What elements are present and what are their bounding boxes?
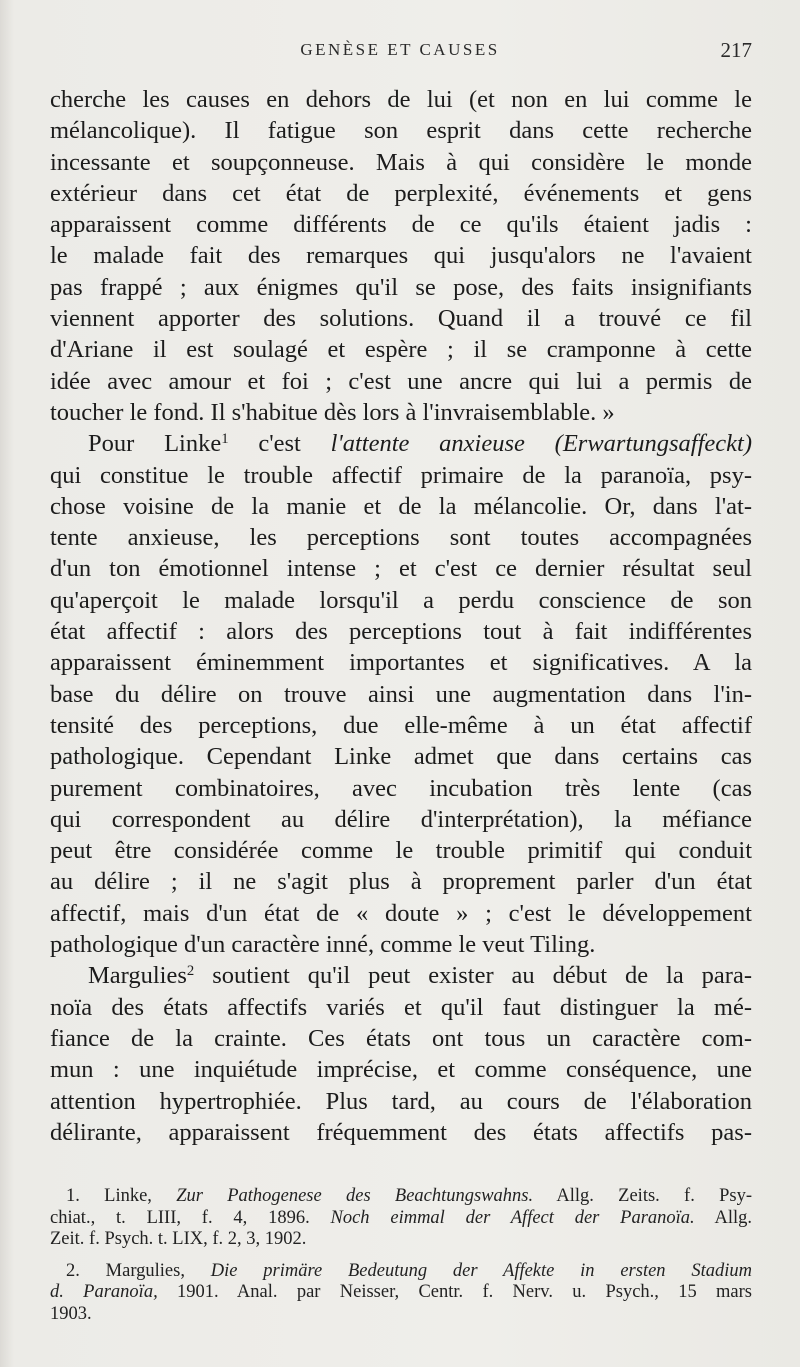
text-line: tensité des perceptions, due elle-même à un état affectif (50, 711, 752, 739)
footnote-ref-2: 2 (186, 963, 195, 980)
footnote-line (50, 1261, 752, 1283)
text-span: 1901. Anal. par Neisser, Centr. f. Nerv. u. Psych., 15 mars (157, 1282, 752, 1303)
text-line: qu'aperçoit le malade lorsqu'il a perdu conscience de son (50, 586, 752, 614)
text-line: incessante et soupçonneuse. Mais à qui considère le monde (50, 148, 752, 176)
page-number: 217 (720, 38, 752, 62)
page-header (48, 40, 752, 70)
text-span: Linke, (79, 1186, 177, 1206)
text-line: le malade fait des remarques qui jusqu'alors ne l'avaient (50, 242, 752, 270)
text-span: Allg. Zeits. f. Psy- (533, 1186, 752, 1206)
footnote-line (50, 1282, 752, 1304)
text-span: Pour Linke (88, 430, 222, 458)
text-line: apparaissent éminemment importantes et significatives. A la (50, 649, 752, 677)
text-line: noïa des états affectifs variés et qu'il faut distinguer la mé- (50, 993, 752, 1021)
text-line: purement combinatoires, avec incubation très lente (cas (50, 774, 752, 802)
margulies-lines (50, 992, 752, 1117)
footnote-ref-1: 1 (221, 431, 229, 448)
text-line: pas frappé ; aux énigmes qu'il se pose, des faits insignifiants (50, 273, 752, 301)
footnote-title: Noch eimmal der Affect der Paranoïa. (330, 1207, 695, 1228)
text-line: base du délire on trouve ainsi une augmentation dans l'in- (50, 680, 752, 708)
text-line: d'un ton émotionnel intense ; et c'est ce dernier résultat seul (50, 555, 752, 583)
linke-paragraph (50, 428, 752, 960)
text-line (50, 960, 752, 991)
footnote-line: 1903. (50, 1303, 92, 1324)
footnote-title: Zur Pathogenese des Beachtungswahns. (176, 1186, 534, 1206)
italic-term: l'attente anxieuse (Erwartungsaffeckt) (330, 430, 752, 458)
text-line: d'Ariane il est soulagé et espère ; il se cramponne à cette (50, 336, 752, 364)
text-span: soutient qu'il peut exister au début de la para- (194, 962, 752, 990)
text-line: extérieur dans cet état de perplexité, événements et gens (50, 179, 752, 207)
footnote-number: 1. (66, 1186, 80, 1206)
opening-paragraph (50, 84, 752, 428)
text-line: pathologique. Cependant Linke admet que dans certains cas (50, 743, 752, 771)
text-line: qui correspondent au délire d'interprétation), la méfiance (50, 805, 752, 833)
text-line: attention hypertrophiée. Plus tard, au cours de l'élaboration (50, 1087, 752, 1115)
footnote-1 (50, 1186, 752, 1251)
text-span: Margulies (88, 962, 187, 990)
footnote-title: d. Paranoïa, (50, 1282, 158, 1303)
text-span: chiat., t. LIII, f. 4, 1896. (50, 1207, 331, 1228)
footnote-line (50, 1208, 752, 1230)
text-line: mun : une inquiétude imprécise, et comme conséquence, une (50, 1056, 752, 1084)
text-line: affectif, mais d'un état de « doute » ; c'est le développement (50, 899, 752, 927)
footnote-2 (50, 1261, 752, 1326)
text-line (50, 428, 752, 459)
footnote-title: Die primäre Bedeutung der Affekte in ersten Stadium (210, 1260, 752, 1281)
text-line: chose voisine de la manie et de la mélancolie. Or, dans l'at- (50, 492, 752, 520)
text-line: au délire ; il ne s'agit plus à proprement parler d'un état (50, 868, 752, 896)
body-text (50, 84, 752, 1148)
text-line: pathologique d'un caractère inné, comme le veut Tiling. (50, 931, 596, 959)
text-line: fiance de la crainte. Ces états ont tous un caractère com- (50, 1024, 752, 1052)
footnote-number: 2. (66, 1260, 80, 1281)
text-line: qui constitue le trouble affectif primaire de la paranoïa, psy- (50, 461, 752, 489)
footnote-line: Zeit. f. Psych. t. LIX, f. 2, 3, 1902. (50, 1229, 307, 1250)
text-line: mélancolique). Il fatigue son esprit dans cette recherche (50, 117, 752, 145)
text-span: Margulies, (79, 1260, 211, 1281)
footnotes (50, 1186, 752, 1326)
text-line: idée avec amour et foi ; c'est une ancre qui lui a permis de (50, 367, 752, 395)
text-line: délirante, apparaissent fréquemment des états affectifs pas- (50, 1118, 752, 1146)
margulies-paragraph (50, 960, 752, 1148)
text-line: viennent apporter des solutions. Quand il a trouvé ce fil (50, 305, 752, 333)
text-line: peut être considérée comme le trouble primitif qui conduit (50, 837, 752, 865)
text-line: état affectif : alors des perceptions tout à fait indifférentes (50, 618, 752, 646)
footnote-line (50, 1186, 752, 1208)
text-line: cherche les causes en dehors de lui (et non en lui comme le (50, 86, 752, 113)
text-span: Allg. (694, 1207, 752, 1228)
text-span: c'est (228, 430, 331, 458)
text-line: apparaissent comme différents de ce qu'ils étaient jadis : (50, 211, 752, 239)
text-line: tente anxieuse, les perceptions sont toutes accompagnées (50, 524, 752, 552)
running-title: GENÈSE ET CAUSES (300, 40, 500, 59)
linke-lines (50, 460, 752, 929)
text-line: toucher le fond. Il s'habitue dès lors à l'invraisemblable. » (50, 398, 615, 426)
